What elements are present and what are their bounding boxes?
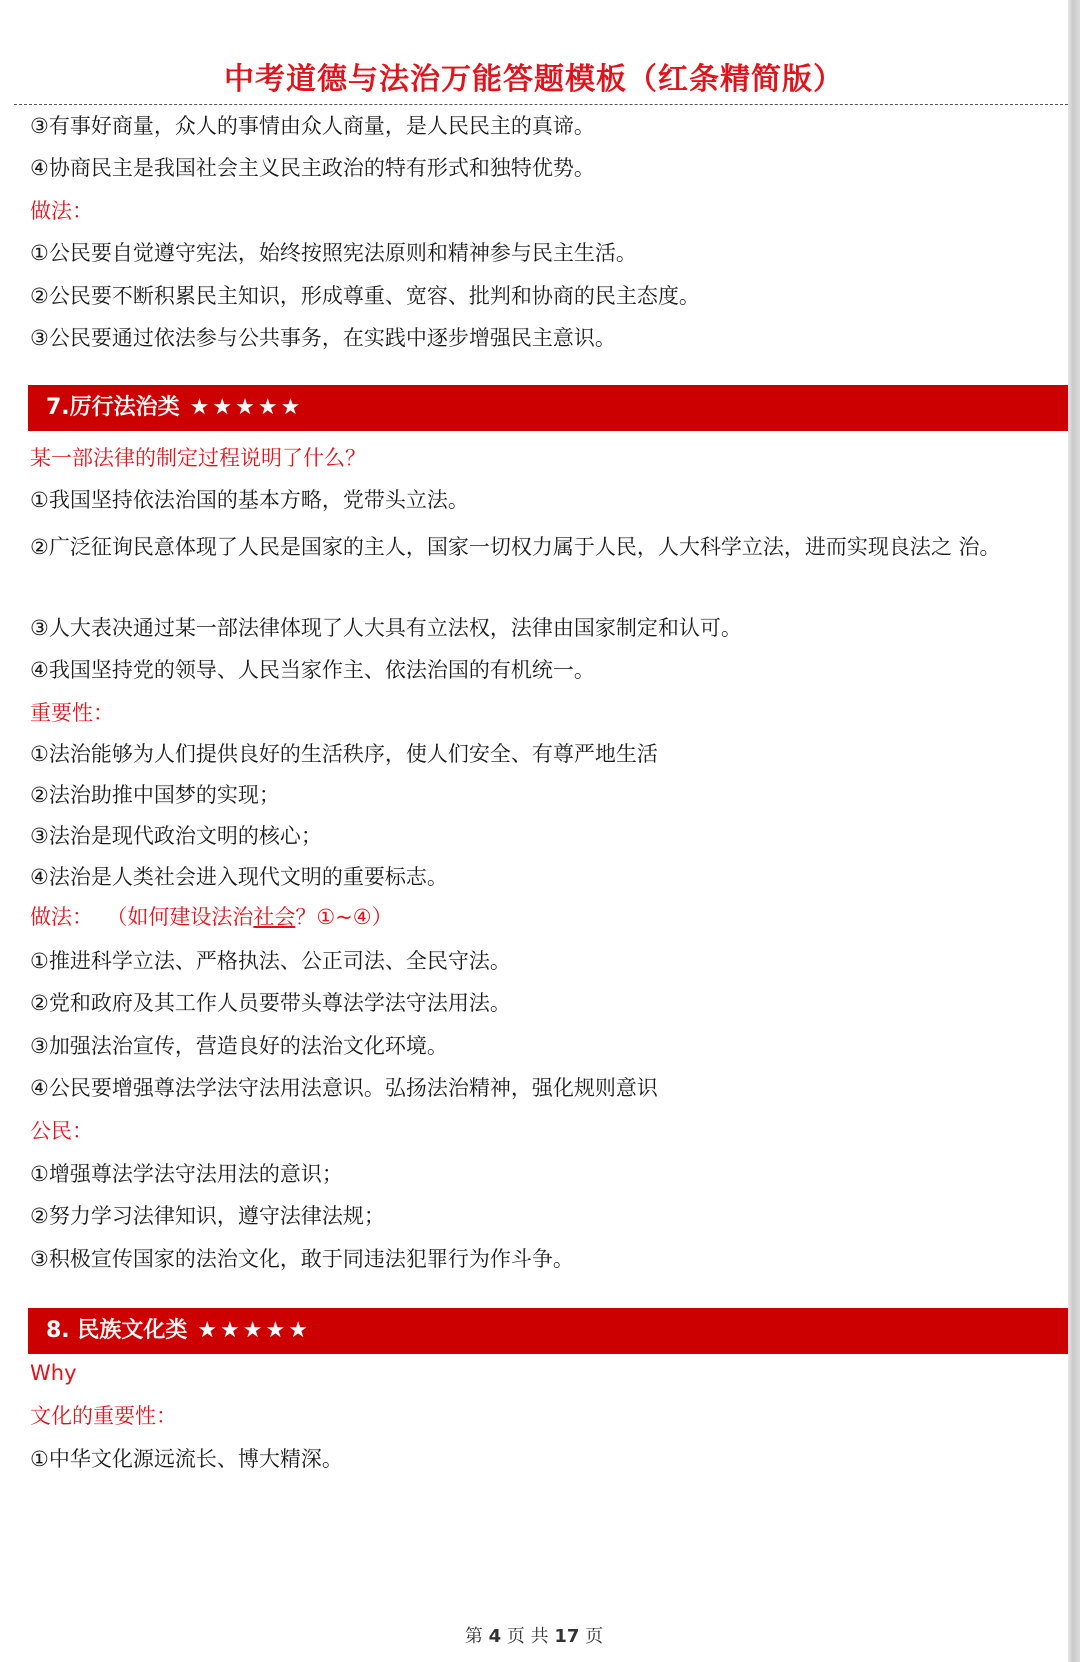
text-line: ④我国坚持党的领导、人民当家作主、依法治国的有机统一。 xyxy=(30,658,595,682)
text-line: ③公民要通过依法参与公共事务，在实践中逐步增强民主意识。 xyxy=(30,326,616,350)
question-heading: 某一部法律的制定过程说明了什么？ xyxy=(30,446,366,470)
citizen-heading: 公民： xyxy=(30,1119,93,1143)
practice-note: （如何建设法治 xyxy=(106,905,254,929)
importance-heading: 重要性： xyxy=(30,701,114,725)
why-heading: Why xyxy=(30,1361,77,1385)
text-line: ②广泛征询民意体现了人民是国家的主人，国家一切权力属于人民，人大科学立法，进而实现良法之 治。 xyxy=(30,535,1001,559)
current-page-number: 4 xyxy=(488,1626,502,1647)
section-banner-7 xyxy=(28,385,1068,431)
page-title: 中考道德与法治万能答题模板（红条精简版） xyxy=(224,62,844,97)
importance-heading: 文化的重要性： xyxy=(30,1404,177,1428)
practice-note-end: ？①~④） xyxy=(295,905,393,929)
text-line: ②法治助推中国梦的实现； xyxy=(30,783,280,807)
text-line: ①推进科学立法、严格执法、公正司法、全民守法。 xyxy=(30,949,511,973)
text-line: ①法治能够为人们提供良好的生活秩序，使人们安全、有尊严地生活 xyxy=(30,742,658,766)
footer-post: 页 xyxy=(585,1626,604,1647)
text-line: ③人大表决通过某一部法律体现了人大具有立法权，法律由国家制定和认可。 xyxy=(30,616,742,640)
practice-note-underlined: 社会 xyxy=(253,905,296,929)
practice-label: 做法： xyxy=(30,905,93,929)
footer-mid: 页 共 xyxy=(506,1626,549,1647)
page-edge-shadow xyxy=(1068,0,1080,1662)
text-line: ③积极宣传国家的法治文化，敢于同违法犯罪行为作斗争。 xyxy=(30,1247,574,1271)
total-pages: 17 xyxy=(554,1626,580,1647)
text-line: ③加强法治宣传，营造良好的法治文化环境。 xyxy=(30,1034,448,1058)
text-line: ③法治是现代政治文明的核心； xyxy=(30,824,322,848)
star-rating: ★★★★★ xyxy=(189,395,304,420)
text-line: ③有事好商量，众人的事情由众人商量，是人民民主的真谛。 xyxy=(30,114,595,138)
section-title: 8. 民族文化类 xyxy=(46,1318,188,1343)
footer-pre: 第 xyxy=(464,1626,483,1647)
text-line: ②党和政府及其工作人员要带头尊法学法守法用法。 xyxy=(30,991,511,1015)
section-banner-8 xyxy=(28,1308,1068,1354)
text-line: ④协商民主是我国社会主义民主政治的特有形式和独特优势。 xyxy=(30,156,595,180)
practice-heading xyxy=(30,902,393,932)
page-footer xyxy=(0,1622,1068,1648)
text-line: ②努力学习法律知识，遵守法律法规； xyxy=(30,1204,385,1228)
practice-heading: 做法： xyxy=(30,199,93,223)
star-rating: ★★★★★ xyxy=(197,1318,311,1343)
text-line: ①增强尊法学法守法用法的意识； xyxy=(30,1162,343,1186)
text-line: ①中华文化源远流长、博大精深。 xyxy=(30,1447,343,1471)
text-line: ①公民要自觉遵守宪法，始终按照宪法原则和精神参与民主生活。 xyxy=(30,241,637,265)
text-line: ④公民要增强尊法学法守法用法意识。弘扬法治精神，强化规则意识 xyxy=(30,1076,658,1100)
title-divider xyxy=(14,104,1068,105)
text-line: ①我国坚持依法治国的基本方略，党带头立法。 xyxy=(30,488,469,512)
section-title: 7.厉行法治类 xyxy=(46,395,180,420)
text-line: ④法治是人类社会进入现代文明的重要标志。 xyxy=(30,865,448,889)
text-line: ②公民要不断积累民主知识，形成尊重、宽容、批判和协商的民主态度。 xyxy=(30,284,700,308)
